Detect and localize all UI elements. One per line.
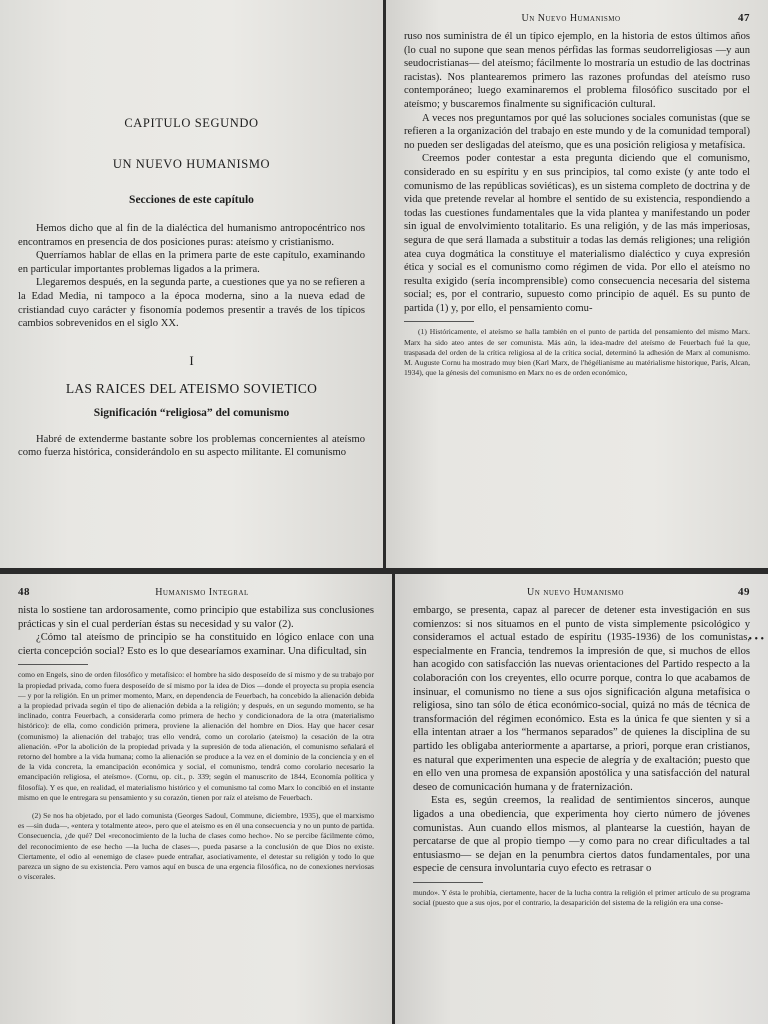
paragraph: Llegaremos después, en la segunda parte, a cuestiones que ya no se refieren a la Edad Media, ni tampoco a la época moderna, sino a la nueva edad de cristiandad cuyo carácter y fisonomía podemos presentir a través de los típicos cambios sobrevenidos en el siglo XX. (18, 277, 365, 330)
chapter-label: CAPITULO SEGUNDO (124, 116, 259, 130)
page-number: 47 (738, 12, 750, 24)
footnote (404, 327, 750, 378)
footnote-rule (413, 882, 483, 883)
footnote (413, 888, 750, 908)
paragraph: ruso nos suministra de él un típico ejemplo, en la historia de estos últimos años (lo cual no supone que sean menos pérfidas las formas seudorreligiosas —y aun seudocristianas— del ateísmo; fácilmente lo mostraría un estudio de las doctrinas racistas). Nos plantearemos primero las razones profundas del ateísmo ruso contemporáneo; luego examinaremos el problema filosófico suscitado por el ateísmo; y buscaremos finalmente su significación cultural. (404, 31, 750, 110)
section-title: LAS RAICES DEL ATEISMO SOVIETICO (65, 380, 318, 396)
header-title: Humanismo Integral (155, 587, 249, 598)
paragraph: Creemos poder contestar a esta pregunta diciendo que el comunismo, considerado en su espíritu y en sus principios, tal como existe (y ante todo el comunismo de las repúblicas soviéticas), es un sistema completo de doctrina y de vida que pretende revelar al hombre el sentido de su existencia, respondiendo a todas las cuestiones fundamentales que la vida plantea y manifestando un poder sin igual de envolvimiento totalitario. Es una religión, y de las más imperiosas, segura de que será llamada a substituir a todas las demás religiones; una religión atea cuya dogmática la constituye el materialismo dialéctico y cuya expresión ética y social es el comunismo como régimen de vida. Por ello el ateísmo no resulta exigido (sería incomprensible) como consecuencia necesaria del sistema social; es, por el contrario, supuesto como principio de aquél. Es su punto de partida (1) y, por ello, el pensamiento comu- (404, 153, 750, 314)
page-number: 49 (737, 586, 750, 598)
main-text (404, 30, 750, 315)
paragraph: nista lo sostiene tan ardorosamente, como principio que estabiliza sus conclusiones prácticas y sin el cual perderían éstas su necesidad y su valor (2). (18, 605, 374, 630)
page-49 (395, 574, 768, 1024)
running-header (404, 12, 750, 24)
paragraph: Querríamos hablar de ellas en la primera parte de este capítulo, examinando en particular importantes problemas ligados a la primera. (18, 250, 365, 275)
intro-text (18, 222, 365, 331)
running-header (18, 586, 374, 598)
page-47-left (0, 0, 383, 568)
section-subtitle: Significación “religiosa” del comunismo (93, 406, 290, 419)
footnote-text: mundo». Y ésta le prohibía, ciertamente, hacer de la lucha contra la religión el primer artículo de su programa social (puesto que a sus ojos, por el contrario, la desaparición del sistema de la religión era una conse- (413, 887, 750, 908)
paragraph: ¿Cómo tal ateísmo de principio se ha constituido en lógico enlace con una cierta concepción social? Esto es lo que desearíamos examinar. Una dificultad, sin (18, 632, 374, 657)
footnote (18, 670, 374, 882)
running-header (413, 586, 750, 598)
page-48 (0, 574, 392, 1024)
edge-mark: • • • (748, 634, 764, 645)
page-47 (386, 0, 768, 568)
footnote-rule (18, 664, 88, 665)
page-number: 48 (18, 586, 30, 598)
section-text (18, 433, 365, 460)
paragraph: Hemos dicho que al fin de la dialéctica del humanismo antropocéntrico nos encontramos en presencia de dos posiciones puras: ateísmo y cristianismo. (18, 223, 365, 248)
footnote-rule (404, 321, 474, 322)
header-title: Un Nuevo Humanismo (521, 13, 621, 24)
sections-heading: Secciones de este capítulo (129, 194, 254, 206)
header-title: Un nuevo Humanismo (527, 587, 624, 598)
main-text (18, 604, 374, 658)
paragraph: embargo, se presenta, capaz al parecer de detener esta investigación en sus comienzos: si nos situamos en el punto de vista simplemente psicológico y consideramos el actual estado de espíritu (1935-1936) de los comunistas, especialmente en Francia, tendremos la impresión de que, si muchos de ellos han acogido con satisfacción las nuevas orientaciones del Partido respecto a la colaboración con los creyentes, ello ocurre porque, contra lo que acabamos de insinuar, el comunismo no tiene a sus ojos significación alguna metafísica o religiosa, sino tan sólo de ética económico-social, quizá no más de técnica de transformación del régimen económico. Esta es la única fe que sienten y si a ella intentan atraer a los “hermanos separados” de quienes la disciplina de su partido les obligaba anteriormente a apartarse, a priori, porque eran cristianos, es natural que experimenten una especie de alegría y de exaltación; puesto que en ello ven una promesa de expansión apostólica y una satisfacción del natural deseo de comunicación humana y de fraternización. (413, 605, 750, 793)
paragraph: Habré de extenderme bastante sobre los problemas concernientes al ateísmo como fuerza histórica, considerándolo en su aspecto militante. El comunismo (18, 433, 365, 459)
paragraph: Esta es, según creemos, la realidad de sentimientos sinceros, aunque ligados a una obediencia, que experimenta hoy cierto número de jóvenes comunistas. Aun cuando ellos mismos, al plantearse la cuestión, hayan de percatarse de que al propio tiempo —y como para no crear dificultades a tal entusiasmo— se dejan en la penumbra ciertos datos fundamentales, por una especie de censura involuntaria cuyo efecto es retrasar o (413, 795, 750, 875)
footnote-text: como en Engels, sino de orden filosófico y metafísico: el hombre ha sido desposeído de sí mismo y de su trabajo por la propiedad privada, como fuera desposeído de sí mismo por la idea de Dios —donde el proyecta su propia esencia— y por la religión. En un primer momento, Marx, en dependencia de Feuerbach, ha concebido la alienación debida a la propiedad privada según el tipo de alienación debida a la religión; y después, en un segundo momento, se ha inclinado, contra Feuerbach, a considerarla como primera de hecho y condicionadora de la otra (materialismo histórico): de ella, como condición primera, proviene la alienación del hombre en Dios. Hay que hacer cesar (comunismo) la alienación del trabajo; tras ello vendrá, como un corolario (ateísmo) la cesación de la otra alienación. «Por la abolición de la propiedad privada y la supresión de toda alienación, el comunismo señalará el retorno del hombre a la vida humana; como la alienación se produce a la vez en el dominio de la conciencia y en el de la vida concreta, la emancipación económica y social, el comunismo, tendrá como corolario necesario la emancipación religiosa, el ateísmo». (Cornu, op. cit., p. 339; según el manuscrito de 1844, Economía política y filosofía). Y es que, en realidad, el materialismo histórico y el comunismo tal como Marx lo concibió en el instante mismo en que le entregara su pensamiento y su corazón, tienen por raíz el ateísmo de Feuerbach. (18, 670, 374, 802)
chapter-title: UN NUEVO HUMANISMO (112, 157, 271, 171)
footnote-text: (1) Históricamente, el ateísmo se halla también en el punto de partida del pensamiento del mismo Marx. Marx ha sido ateo antes de ser comunista. Más aún, la idea-madre del ateísmo de Feuerbach fué la que, traspasada del orden de la crítica religiosa al de la crítica social, determinó la adhesión de Marx al comunismo. M. Auguste Cornu ha mostrado muy bien (Karl Marx, de l'hégélianisme au matérialisme historique, París, Alcan, 1934), que la génesis del comunismo en Marx no es de orden económico, (404, 327, 750, 378)
section-number: I (189, 352, 194, 368)
footnote-text: (2) Se nos ha objetado, por el lado comunista (Georges Sadoul, Commune, diciembre, 1935), que el marxismo es —sin duda—, «entera y totalmente ateo», pero que el ateísmo es en él una consecuencia y no un punto de partida. Consecuencia, ¿de qué? Del «reconocimiento de la lucha de clases como hecho». No se percibe fácilmente cómo, del reconocimiento de ese hecho —la lucha de clases—, pueda pasarse a la conclusión de que Dios no existe. Ciertamente, el odio al «enemigo de clase» puede entrañar, asociativamente, el detestar su religión y todo lo que parezca un signo de su existencia. Pero vamos aquí en busca de una ergencia filosófica, no de conexiones nerviosas o viscerales. (18, 811, 374, 882)
paragraph: A veces nos preguntamos por qué las soluciones sociales comunistas (que se refieren a la organización del trabajo en este mundo y de la comunidad temporal) no pueden ser desligadas del ateísmo, que es una posición religiosa y metafísica. (404, 112, 750, 151)
main-text (413, 604, 750, 876)
